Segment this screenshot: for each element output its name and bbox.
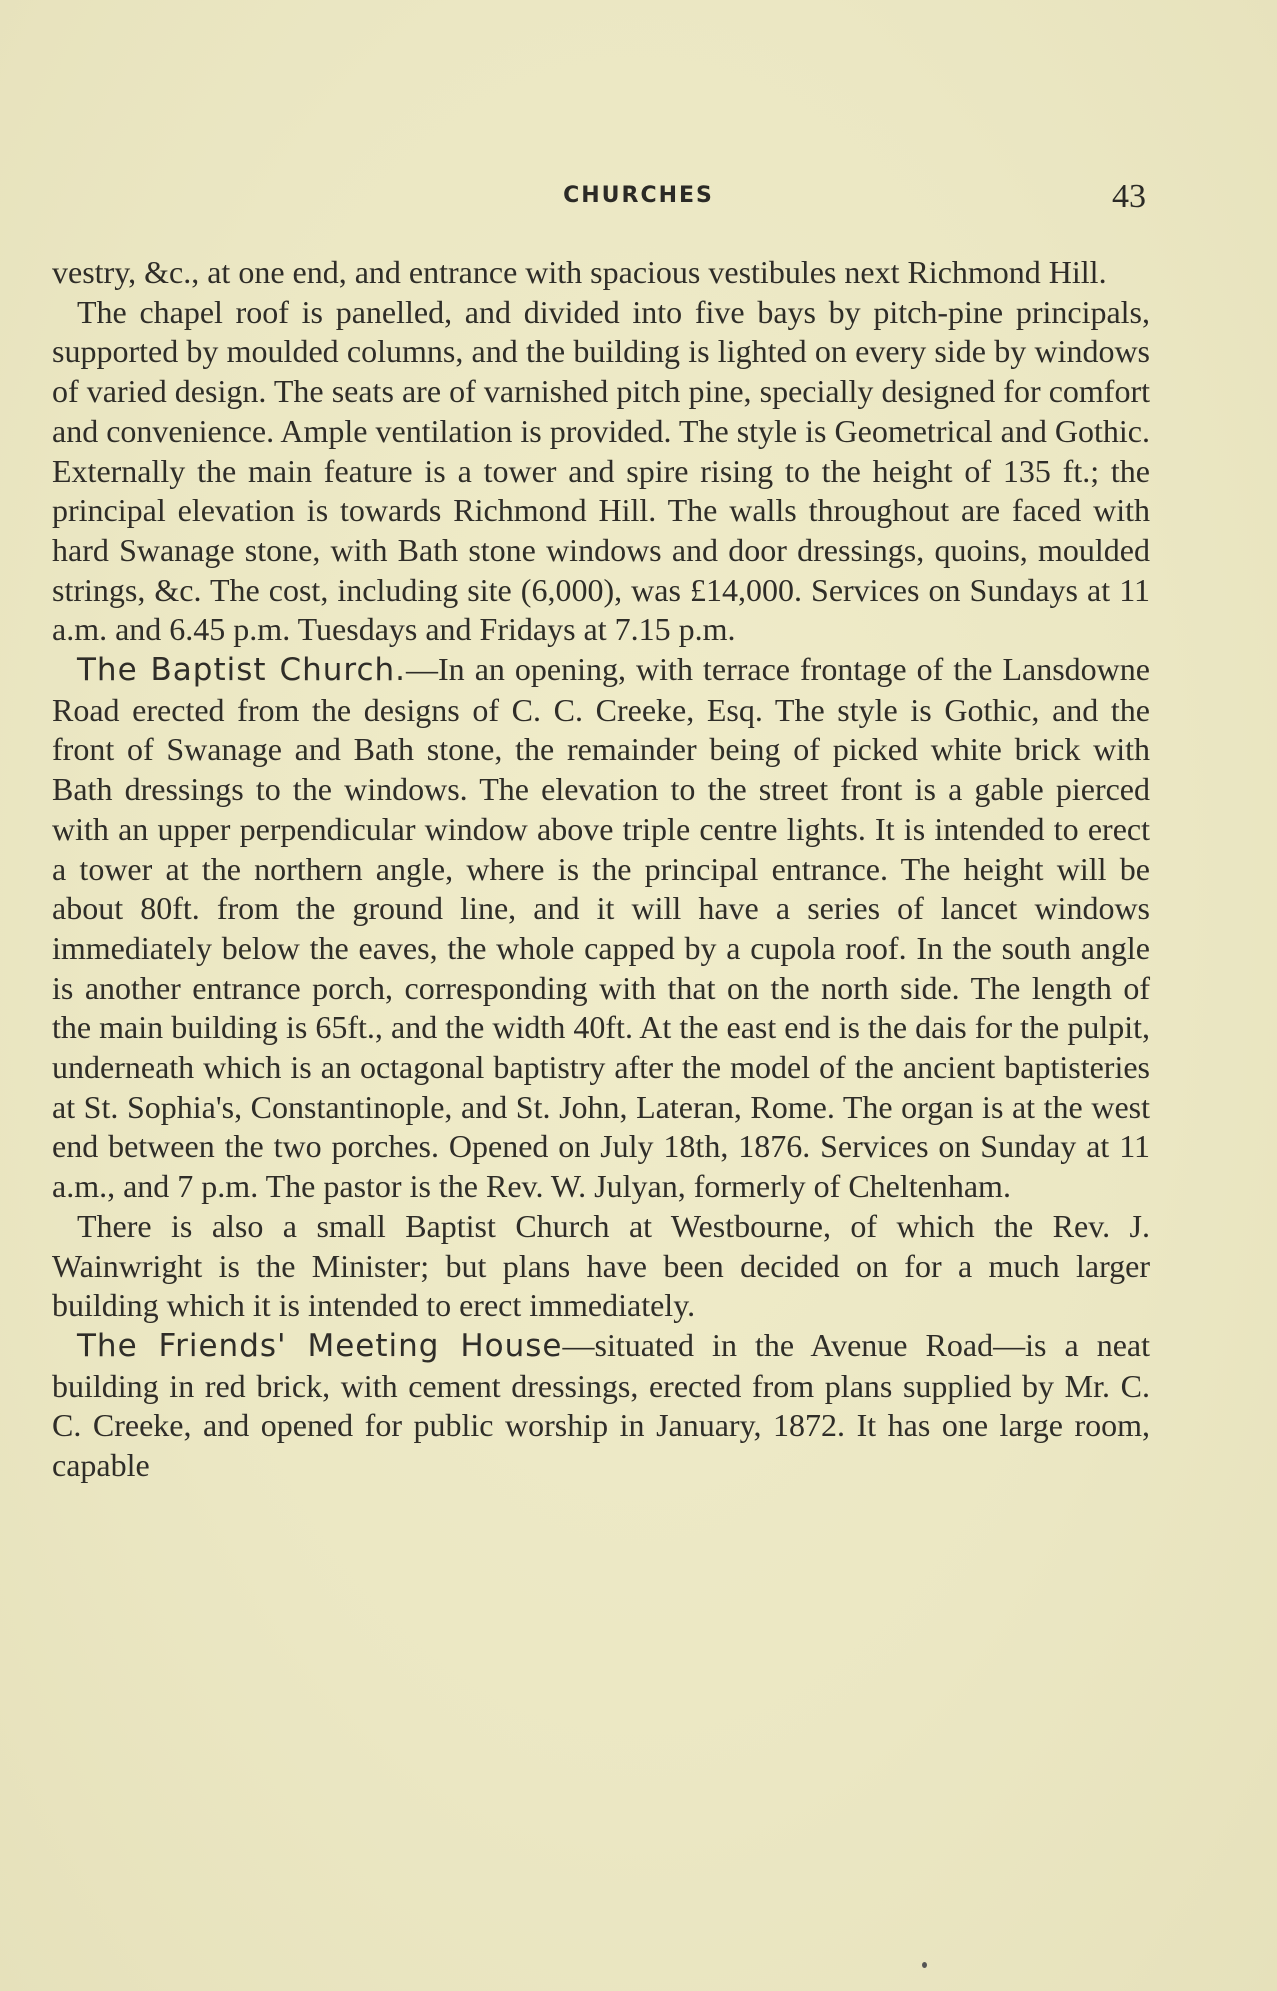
paragraph-text: vestry, &c., at one end, and entrance with spacious vestibules next Richmond Hill.: [52, 254, 1107, 290]
body-text: [52, 253, 1150, 1486]
paragraph: [52, 293, 1150, 650]
page-number: 43: [1112, 178, 1146, 215]
paragraph: [52, 253, 1150, 293]
section-heading: The Friends' Meeting House: [77, 1327, 563, 1364]
section-heading: The Baptist Church.: [77, 652, 406, 689]
paragraph: [52, 1207, 1150, 1326]
paragraph-text: —situated in the Avenue Road—is a neat building in red brick, with cement dressings, erected from plans supplied by Mr. C. C. Creeke, and opened for public worship in January, 1872. It has one large room, capable: [52, 1326, 1151, 1484]
paragraph-text: There is also a small Baptist Church at Westbourne, of which the Rev. J. Wainwright is the Minister; but plans have been decided on for a much larger building which it is intended to erect immediately.: [52, 1207, 1150, 1324]
ink-speck: [922, 1962, 927, 1968]
paragraph-text: —In an opening, with terrace frontage of the Lansdowne Road erected from the designs of C. C. Creeke, Esq. The style is Gothic, and the front of Swanage and Bath stone, the remainder being of picked white brick with Bath dressings to the windows. The elevation to the street front is a gable pierced with an upper perpendicular window above triple centre lights. It is intended to erect a tower at the northern angle, where is the principal entrance. The height will be about 80ft. from the ground line, and it will have a series of lancet windows immediately below the eaves, the whole capped by a cupola roof. In the south angle is another entrance porch, corresponding with that on the north side. The length of the main building is 65ft., and the width 40ft. At the east end is the dais for the pulpit, underneath which is an octagonal baptistry after the model of the ancient baptisteries at St. Sophia's, Constantinople, and St. John, Lateran, Rome. The organ is at the west end between the two porches. Opened on July 18th, 1876. Services on Sunday at 11 a.m., and 7 p.m. The pastor is the Rev. W. Julyan, formerly of Cheltenham.: [52, 651, 1150, 1205]
paragraph-baptist-church: [52, 650, 1150, 1207]
running-header: CHURCHES: [563, 183, 714, 208]
paragraph-text: The chapel roof is panelled, and divided into five bays by pitch-pine principals, supported by moulded columns, and the building is lighted on every side by windows of varied design. The seats are of varnished pitch pine, specially designed for comfort and convenience. Ample ventilation is provided. The style is Geometrical and Gothic. Externally the main feature is a tower and spire rising to the height of 135 ft.; the principal elevation is towards Richmond Hill. The walls throughout are faced with hard Swanage stone, with Bath stone windows and door dressings, quoins, moulded strings, &c. The cost, including site (6,000), was £14,000. Services on Sundays at 11 a.m. and 6.45 p.m. Tuesdays and Fridays at 7.15 p.m.: [52, 293, 1150, 648]
paragraph-friends-meeting-house: [52, 1326, 1150, 1486]
